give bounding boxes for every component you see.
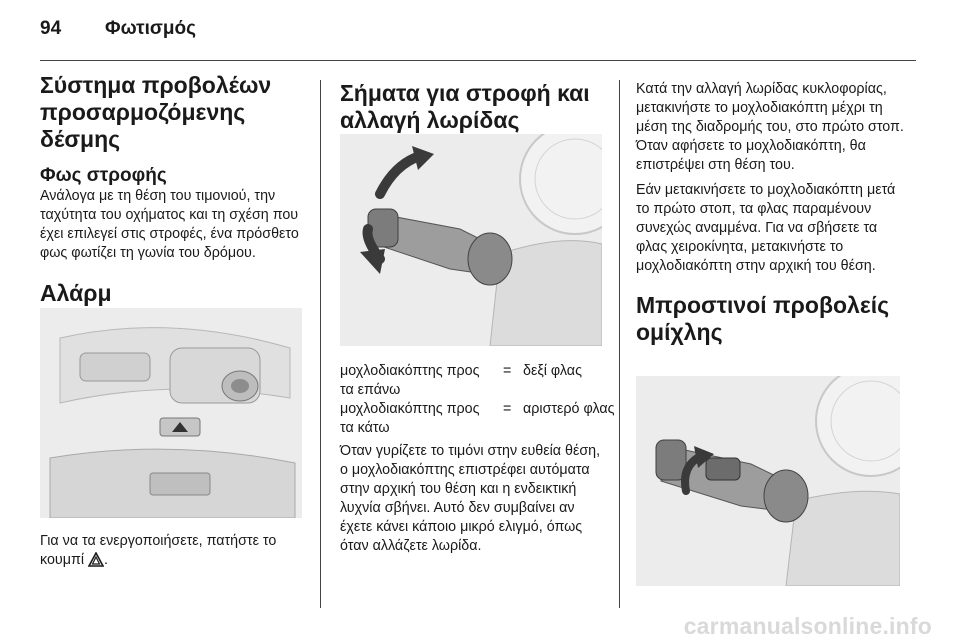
column-3 (636, 80, 912, 346)
turn-signal-legend (340, 362, 615, 436)
turn-signal-return-text: Όταν γυρίζετε το τιμόνι στην ευθεία θέση, ο μοχλοδιακόπτης επιστρέφει αυτόματα στην αρχική του θέση και η ενδεικτική λυχνία σβήνει. Αυτό δεν συμβαίνει αν έχετε κάνει κάποιο μικρό ελιγμό, όπως όταν αλλάζετε λωρίδα. (340, 443, 601, 554)
header-divider (40, 60, 916, 61)
alarm-instruction-end: . (104, 552, 108, 568)
cornering-light-text: Ανάλογα με τη θέση του τιμονιού, την ταχύτητα του οχήματος και τη σχέση που έχει επιλεγεί στις στροφές, ένα πρόσθετο φως φωτίζει τη γωνία του δρόμου. (40, 188, 299, 261)
alarm-figure (40, 308, 302, 518)
turn-signal-lever-illustration (340, 134, 602, 346)
section-heading-alarm: Αλάρμ (40, 280, 112, 306)
column-1 (40, 72, 310, 307)
legend-equals: = (503, 401, 512, 417)
lane-change-text: Κατά την αλλαγή λωρίδας κυκλοφορίας, μετακινήστε το μοχλοδιακόπτη μέχρι τη μέση της διαδρομής του, στο πρώτο στοπ. Όταν αφήσετε το μοχλοδιακόπτη, θα επιστρέψει στη θέση του. (636, 81, 904, 173)
subheading-cornering-light: Φως στροφής (40, 165, 167, 186)
continuous-signal-text: Εάν μετακινήσετε το μοχλοδιακόπτη μετά το πρώτο στοπ, τα φλας παραμένουν συνεχώς αναμμένα. Για να σβήσετε τα φλας χειροκίνητα, μετακινήστε το μοχλοδιακόπτη στην αρχική του θέση. (636, 182, 896, 274)
hazard-triangle-icon (88, 552, 104, 567)
section-heading-fog-lights: Μπροστινοί προβολείς ομίχλης (636, 292, 890, 345)
fog-light-switch-illustration (636, 376, 900, 586)
section-heading-adaptive-lights: Σύστημα προβολέων προσαρμοζόμενης δέσμης (40, 72, 272, 152)
watermark: carmanualsonline.info (683, 613, 932, 639)
column-divider-2 (619, 80, 620, 608)
turn-signal-figure (340, 134, 602, 346)
legend-equals: = (503, 363, 512, 379)
legend-definition: αριστερό φλας (523, 401, 615, 417)
alarm-instruction (40, 532, 310, 570)
legend-term: μοχλοδιακόπτης προς τα κάτω (340, 401, 480, 436)
alarm-instruction-text: Για να τα ενεργοποιήσετε, πατήστε το κουμπί (40, 533, 277, 568)
fog-light-figure (636, 376, 900, 586)
legend-definition: δεξί φλας (523, 363, 582, 379)
column-divider-1 (320, 80, 321, 608)
page-title: Φωτισμός (105, 18, 196, 39)
overhead-console-illustration (40, 308, 302, 518)
page-number: 94 (40, 18, 62, 39)
column-2 (340, 80, 610, 134)
legend-term: μοχλοδιακόπτης προς τα επάνω (340, 363, 480, 398)
section-heading-turn-signals: Σήματα για στροφή και αλλαγή λωρίδας (340, 80, 590, 133)
